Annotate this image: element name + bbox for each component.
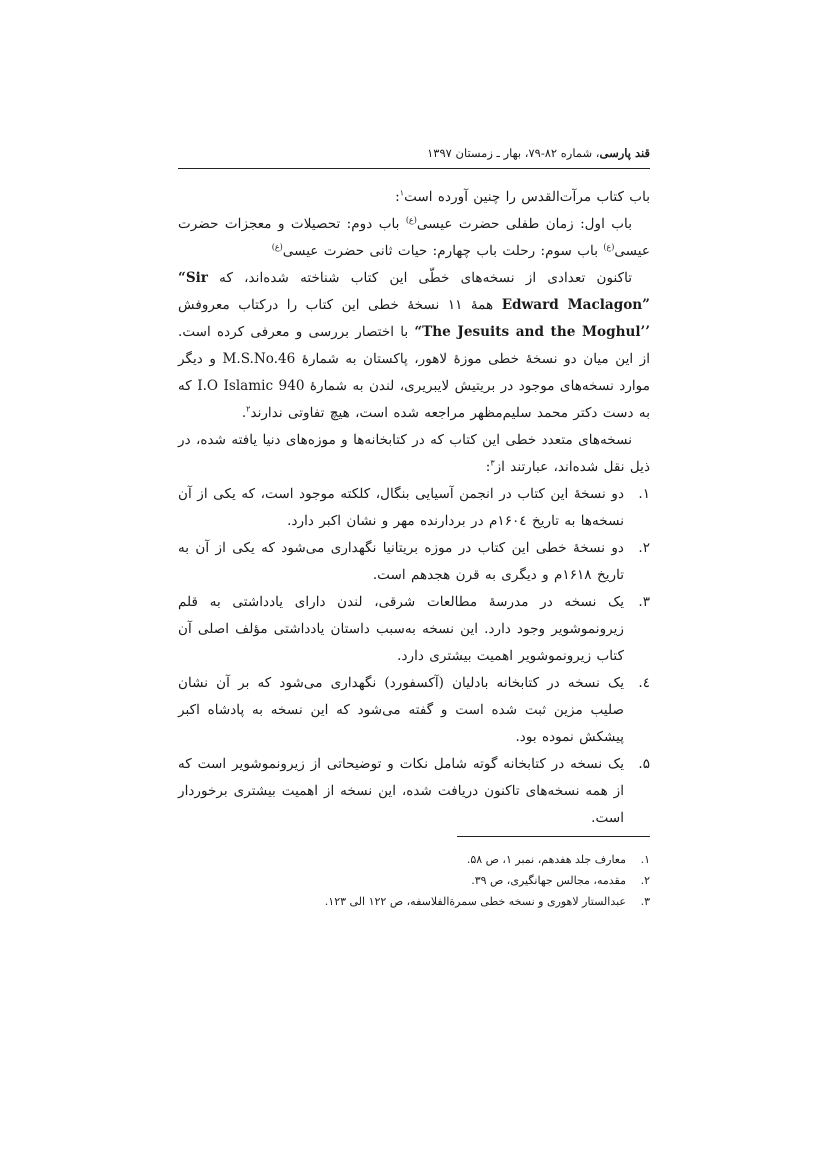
honorific-1: (ع) — [405, 215, 417, 225]
manuscript-list — [178, 481, 650, 832]
footnote — [178, 849, 650, 870]
list-item-number: ۳. — [638, 594, 650, 610]
journal-name: قند پارسی — [599, 146, 650, 160]
manuscripts-text-2: همهٔ ۱۱ نسخهٔ خطی این کتاب را درکتاب معروفش — [178, 297, 502, 313]
footnote-text: معارف جلد هفدهم، نمبر ۱، ص ۵۸. — [466, 853, 626, 866]
list-item — [178, 481, 650, 535]
chapters-paragraph — [178, 211, 650, 265]
list-item-text: دو نسخهٔ خطی این کتاب در موزه بریتانیا نگهداری می‌شود که یکی از آن به تاریخ ۱۶۱۸م و دیگری به قرن هجدهم است. — [178, 540, 624, 583]
manuscripts-paragraph — [178, 265, 650, 427]
body-text — [178, 184, 650, 832]
intro-end: : — [395, 189, 400, 205]
list-item — [178, 751, 650, 832]
footnote-text: مقدمه، مجالس جهانگیری، ص ۳۹. — [471, 874, 626, 887]
list-item-number: ٤. — [638, 675, 650, 691]
manuscripts-text-4: و دیگر موارد نسخه‌های موجود در بریتیش لایبریری، لندن به شمارهٔ — [178, 351, 650, 394]
header-rule — [178, 168, 650, 169]
book-title: “The Jesuits and the Moghul’’ — [414, 324, 650, 340]
author-name: “Sir Edward Maclagon” — [178, 270, 650, 313]
honorific-2: (ع) — [603, 242, 615, 252]
intro-paragraph — [178, 184, 650, 211]
list-item — [178, 589, 650, 670]
footnote — [178, 891, 650, 912]
footnote-rule — [457, 836, 650, 837]
footnote-ref-3[interactable]: ۳ — [490, 458, 495, 468]
footnote-number: ۳. — [640, 895, 650, 908]
list-item — [178, 535, 650, 589]
libraries-intro-end: : — [485, 459, 491, 475]
list-item — [178, 670, 650, 751]
footnotes — [178, 849, 650, 912]
footnote-ref-2[interactable]: ۲ — [246, 404, 251, 414]
issue-info: ، شماره ۸۲-۷۹، بهار ـ زمستان ۱۳۹۷ — [427, 146, 600, 160]
manuscripts-text-5: که به دست دکتر محمد سلیم‌مظهر مراجعه شده است، هیچ تفاوتی ندارند — [178, 378, 650, 421]
list-item-number: ۲. — [638, 540, 650, 556]
footnote-ref-1[interactable]: ۱ — [399, 188, 405, 198]
footnote — [178, 870, 650, 891]
list-item-text: یک نسخه در مدرسهٔ مطالعات شرقی، لندن دارای یادداشتی به قلم زیرونموشویر وجود دارد. این نسخه به‌سبب داستان یادداشتی مؤلف اصلی آن کتاب زیرونموشویر اهمیت بیشتری دارد. — [178, 594, 624, 664]
manuscripts-text-3: با اختصار بررسی و معرفی کرده است. از این میان دو نسخهٔ خطی موزهٔ لاهور، پاکستان به شمارهٔ — [178, 324, 650, 367]
list-item-text: دو نسخهٔ این کتاب در انجمن آسیایی بنگال، کلکته موجود است، که یکی از آن نسخه‌ها به تاریخ ۱۶۰٤م در بردارنده مهر و نشان اکبر دارد. — [178, 486, 624, 529]
chapter-text-1: باب اول: زمان طفلی حضرت عیسی — [416, 216, 632, 232]
footnote-number: ۱. — [640, 853, 650, 866]
chapter-text-3: باب سوم: رحلت باب چهارم: حیات ثانی حضرت عیسی — [282, 243, 604, 259]
chapter-text-2: باب دوم: تحصیلات و معجزات حضرت عیسی — [178, 216, 650, 259]
footnote-text: عبدالستار لاهوری و نسخه خطی سمرةالفلاسفه، ص ۱۲۲ الی ۱۲۳. — [324, 895, 626, 908]
libraries-intro-text: نسخه‌های متعدد خطی این کتاب که در کتابخانه‌ها و موزه‌های دنیا یافته شده، در ذیل نقل شده‌اند، عبارتند از — [178, 432, 650, 475]
manuscripts-text-1: تاکنون تعدادی از نسخه‌های خطّی این کتاب شناخته شده‌اند، که — [207, 270, 632, 286]
honorific-3: (ع) — [271, 242, 283, 252]
running-header — [178, 143, 650, 163]
list-item-number: ۵. — [638, 756, 650, 772]
footnote-number: ۲. — [640, 874, 650, 887]
intro-text: باب کتاب مرآت‌القدس را چنین آورده است — [404, 189, 650, 205]
list-item-text: یک نسخه در کتابخانه گوته شامل نکات و توضیحاتی از زیرونموشویر است که از همه نسخه‌های تاکنون دریافت شده، این نسخه از اهمیت بیشتری برخوردار است. — [178, 756, 624, 826]
ms-number: M.S.No.46 — [222, 351, 296, 367]
list-item-number: ۱. — [638, 486, 650, 502]
libraries-intro-paragraph — [178, 427, 650, 481]
io-number: I.O Islamic 940 — [197, 378, 305, 394]
manuscripts-end: . — [241, 405, 247, 421]
list-item-text: یک نسخه در کتابخانه بادلیان (آکسفورد) نگهداری می‌شود که بر آن نشان صلیب مزین ثبت شده است و گفته می‌شود که این نسخه به پادشاه اکبر پیشکش نموده بود. — [178, 675, 624, 745]
